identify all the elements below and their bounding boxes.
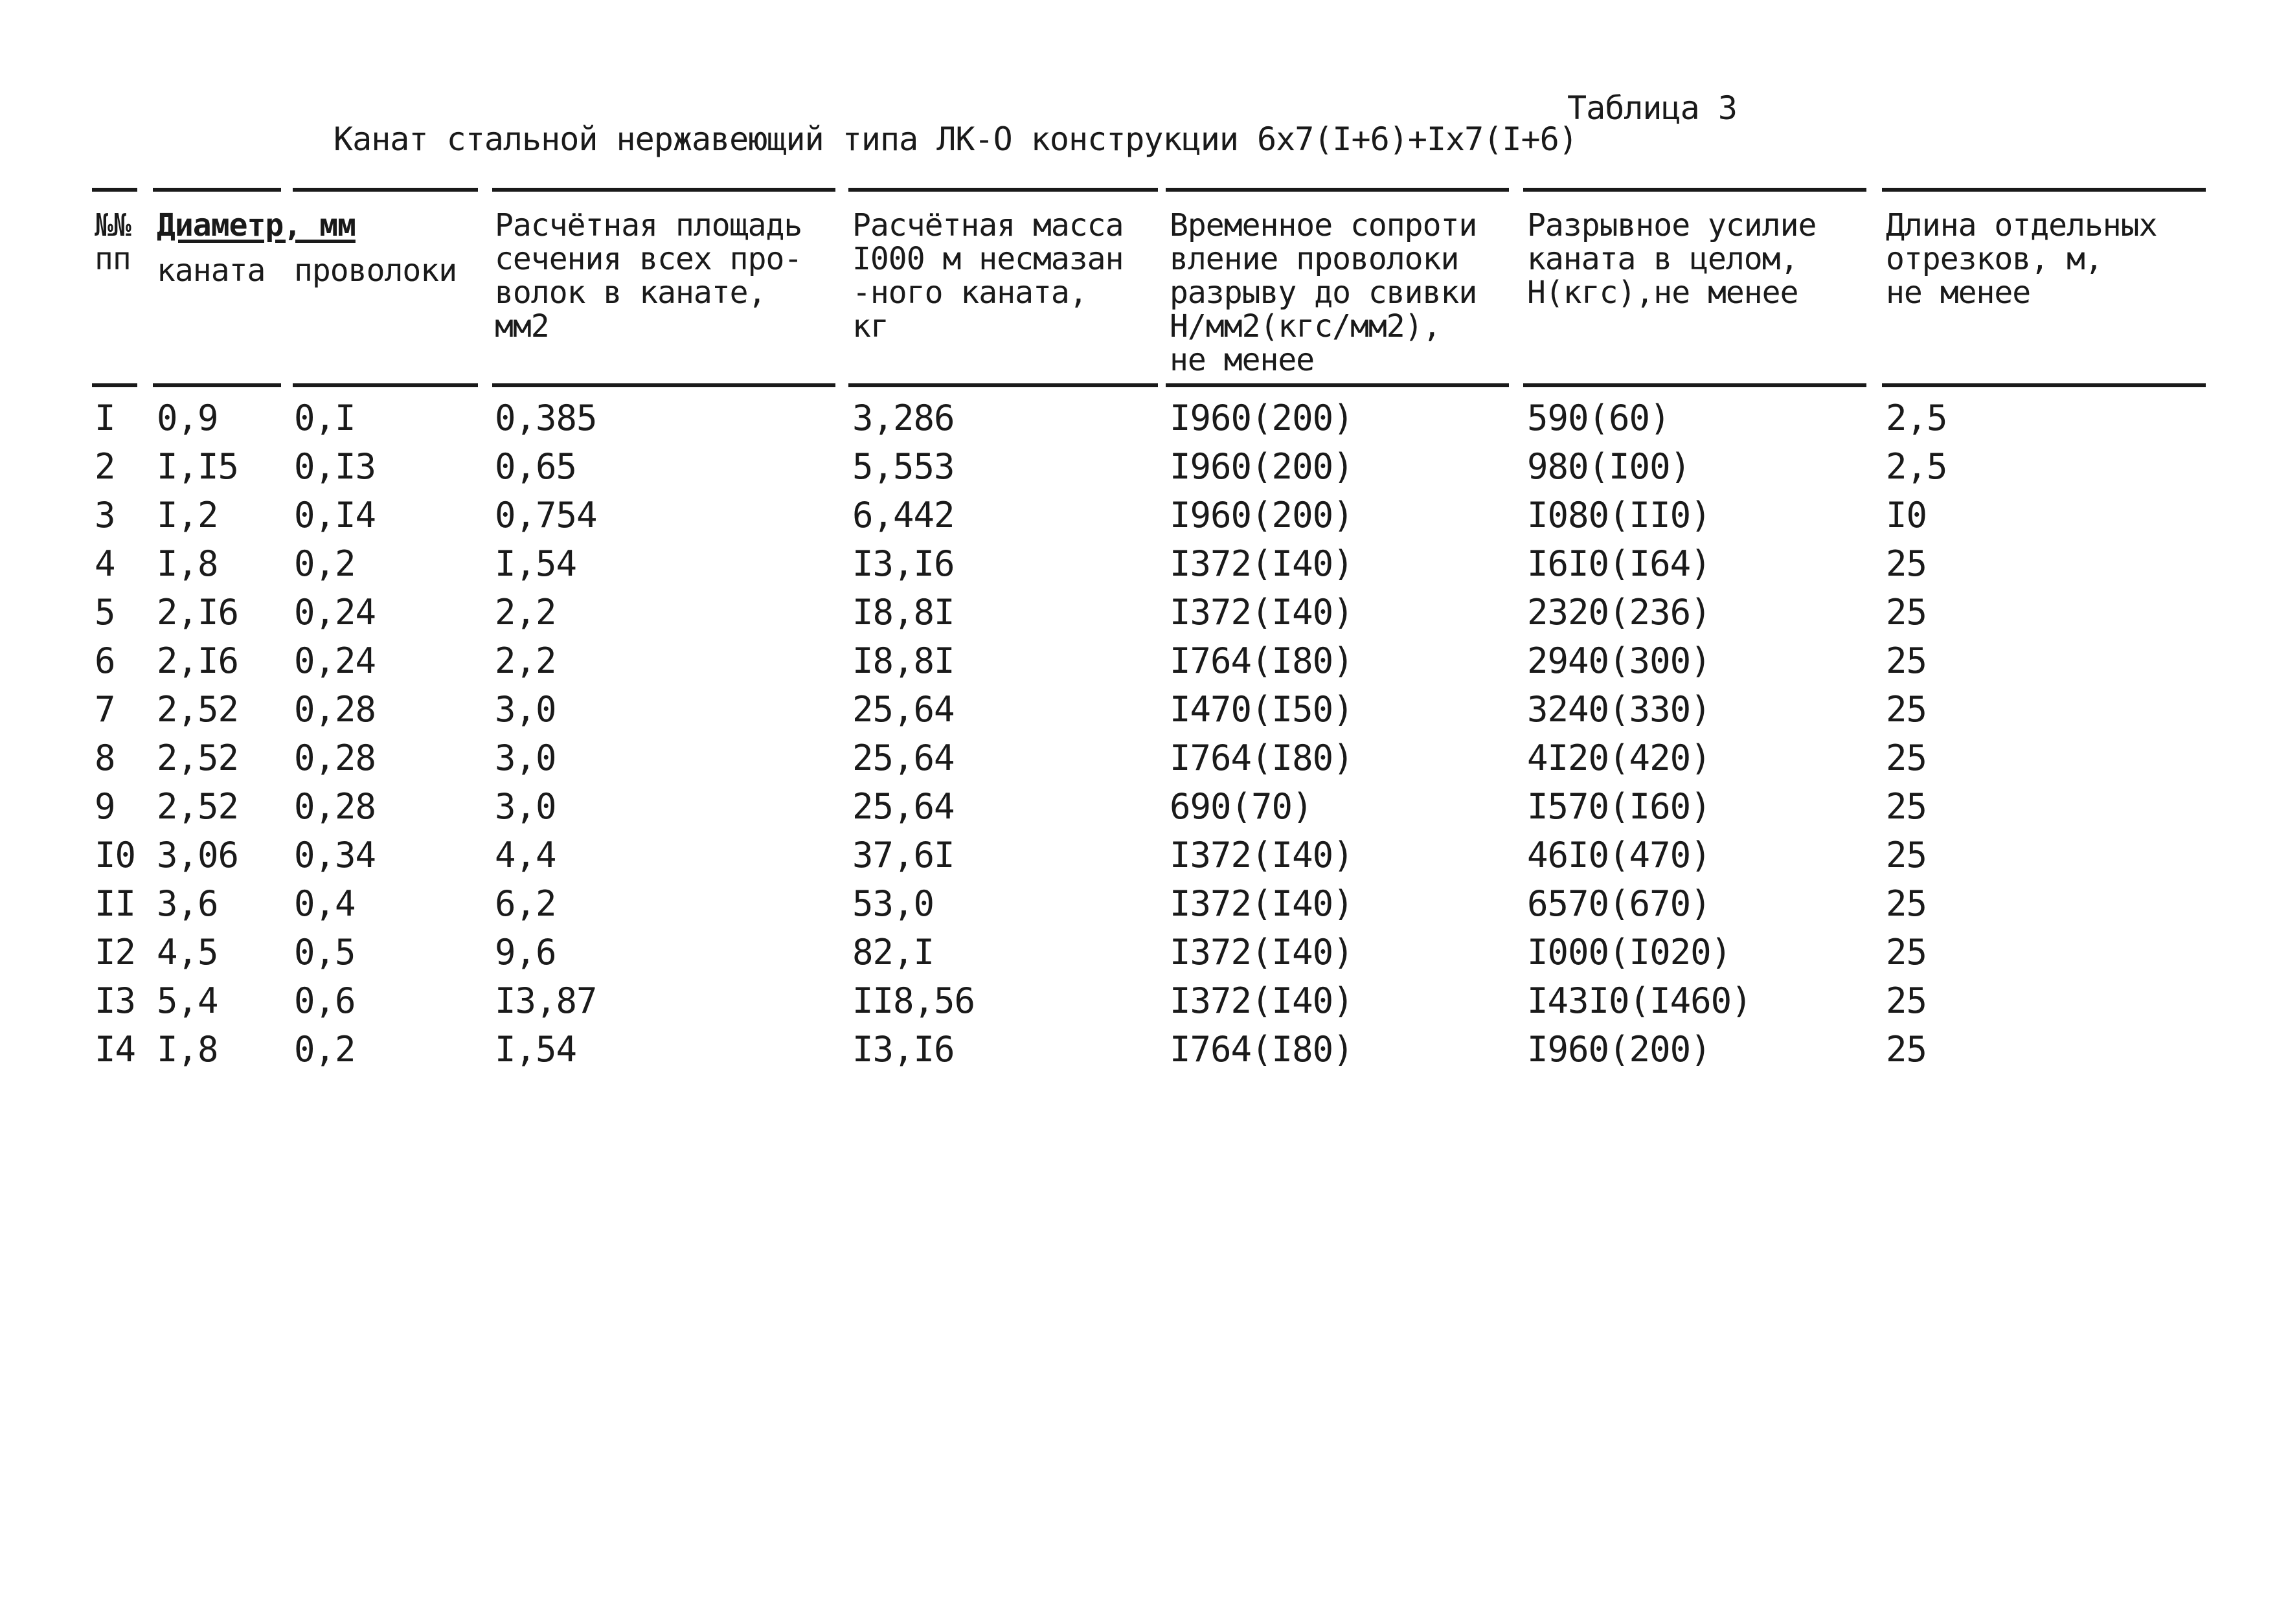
cell-mass: 3,286 [852, 398, 955, 438]
header-diameter-group: Диаметр, мм [157, 207, 356, 243]
cell-breaking: 4I20(420) [1527, 738, 1711, 778]
cell-wire-diameter: 0,4 [294, 883, 356, 924]
cell-wire-diameter: 0,6 [294, 980, 356, 1021]
cell-number: 3 [95, 495, 115, 536]
header-bottom-rule-2 [153, 383, 281, 387]
cell-strength: I960(200) [1170, 495, 1354, 536]
table-row [0, 831, 2277, 879]
cell-strength: 690(70) [1170, 786, 1313, 827]
header-top-rule-5 [848, 188, 1158, 192]
cell-breaking: I6I0(I64) [1527, 543, 1711, 584]
cell-length: 2,5 [1886, 398, 1947, 438]
cell-length: I0 [1886, 495, 1927, 536]
cell-area: 3,0 [495, 738, 556, 778]
cell-breaking: 2940(300) [1527, 640, 1711, 681]
cell-number: I0 [95, 835, 136, 875]
cell-length: 25 [1886, 738, 1927, 778]
cell-rope-diameter: 2,I6 [157, 640, 239, 681]
cell-wire-diameter: 0,2 [294, 1029, 356, 1070]
cell-number: 6 [95, 640, 115, 681]
header-top-rule-4 [492, 188, 835, 192]
cell-area: I,54 [495, 543, 577, 584]
cell-area: I3,87 [495, 980, 597, 1021]
cell-length: 25 [1886, 592, 1927, 633]
header-bottom-rule-5 [848, 383, 1158, 387]
cell-mass: II8,56 [852, 980, 975, 1021]
cell-mass: 25,64 [852, 738, 955, 778]
header-area: Расчётная площадь сечения всех про- волок в канате, мм2 [495, 207, 802, 344]
cell-wire-diameter: 0,28 [294, 786, 376, 827]
cell-length: 25 [1886, 640, 1927, 681]
cell-area: 2,2 [495, 592, 556, 633]
cell-number: 5 [95, 592, 115, 633]
cell-strength: I960(200) [1170, 398, 1354, 438]
cell-rope-diameter: 5,4 [157, 980, 218, 1021]
cell-breaking: 6570(670) [1527, 883, 1711, 924]
cell-length: 25 [1886, 786, 1927, 827]
cell-area: 4,4 [495, 835, 556, 875]
header-top-rule-1 [92, 188, 137, 192]
header-diameter-rope: каната [157, 253, 266, 289]
header-bottom-rule-3 [293, 383, 478, 387]
cell-mass: 6,442 [852, 495, 955, 536]
table-row [0, 1025, 2277, 1074]
cell-breaking: 46I0(470) [1527, 835, 1711, 875]
header-number: №№ пп [95, 207, 131, 277]
cell-area: 3,0 [495, 786, 556, 827]
cell-wire-diameter: 0,2 [294, 543, 356, 584]
cell-mass: I3,I6 [852, 1029, 955, 1070]
cell-mass: 37,6I [852, 835, 955, 875]
cell-wire-diameter: 0,28 [294, 689, 376, 730]
cell-strength: I372(I40) [1170, 543, 1354, 584]
cell-breaking: 2320(236) [1527, 592, 1711, 633]
cell-number: I4 [95, 1029, 136, 1070]
cell-breaking: I000(I020) [1527, 932, 1732, 973]
header-top-rule-6 [1166, 188, 1509, 192]
table-row [0, 491, 2277, 539]
cell-wire-diameter: 0,28 [294, 738, 376, 778]
table-row [0, 588, 2277, 637]
cell-mass: 5,553 [852, 446, 955, 487]
cell-rope-diameter: 4,5 [157, 932, 218, 973]
cell-strength: I470(I50) [1170, 689, 1354, 730]
cell-breaking: 3240(330) [1527, 689, 1711, 730]
cell-area: 0,754 [495, 495, 597, 536]
cell-length: 25 [1886, 543, 1927, 584]
header-bottom-rule-7 [1523, 383, 1866, 387]
cell-rope-diameter: 3,06 [157, 835, 239, 875]
cell-wire-diameter: 0,I [294, 398, 356, 438]
table-row [0, 879, 2277, 928]
cell-number: 2 [95, 446, 115, 487]
cell-area: 3,0 [495, 689, 556, 730]
cell-mass: I8,8I [852, 640, 955, 681]
header-diameter-wire: проволоки [294, 253, 457, 289]
cell-number: II [95, 883, 136, 924]
cell-length: 2,5 [1886, 446, 1947, 487]
cell-rope-diameter: I,I5 [157, 446, 239, 487]
cell-breaking: I080(II0) [1527, 495, 1711, 536]
header-strength: Временное сопроти вление проволоки разрыву до свивки Н/мм2(кгс/мм2), не менее [1170, 207, 1477, 378]
cell-strength: I372(I40) [1170, 932, 1354, 973]
header-breaking: Разрывное усилие каната в целом, Н(кгс),не менее [1527, 207, 1817, 311]
header-top-rule-2 [153, 188, 281, 192]
header-length: Длина отдельных отрезков, м, не менее [1886, 207, 2157, 311]
header-top-rule-8 [1882, 188, 2206, 192]
cell-mass: 25,64 [852, 689, 955, 730]
cell-rope-diameter: 2,52 [157, 786, 239, 827]
header-bottom-rule-4 [492, 383, 835, 387]
cell-strength: I764(I80) [1170, 738, 1354, 778]
cell-strength: I372(I40) [1170, 980, 1354, 1021]
header-bottom-rule-6 [1166, 383, 1509, 387]
cell-rope-diameter: 0,9 [157, 398, 218, 438]
cell-number: I [95, 398, 115, 438]
cell-length: 25 [1886, 883, 1927, 924]
table-row [0, 637, 2277, 685]
cell-strength: I764(I80) [1170, 1029, 1354, 1070]
cell-breaking: 590(60) [1527, 398, 1670, 438]
cell-mass: 82,I [852, 932, 935, 973]
cell-number: I3 [95, 980, 136, 1021]
cell-area: 9,6 [495, 932, 556, 973]
cell-strength: I960(200) [1170, 446, 1354, 487]
cell-number: 4 [95, 543, 115, 584]
cell-length: 25 [1886, 1029, 1927, 1070]
cell-mass: I8,8I [852, 592, 955, 633]
cell-wire-diameter: 0,24 [294, 592, 376, 633]
header-top-rule-3 [293, 188, 478, 192]
table-title: Канат стальной нержавеющий типа ЛК-О конструкции 6х7(I+6)+Iх7(I+6) [334, 120, 1578, 158]
header-mass: Расчётная масса I000 м несмазан -ного каната, кг [852, 207, 1124, 344]
cell-rope-diameter: 3,6 [157, 883, 218, 924]
cell-rope-diameter: 2,52 [157, 738, 239, 778]
header-bottom-rule-1 [92, 383, 137, 387]
table-label: Таблица 3 [1567, 89, 1737, 127]
table-row [0, 976, 2277, 1025]
cell-length: 25 [1886, 980, 1927, 1021]
cell-strength: I764(I80) [1170, 640, 1354, 681]
cell-rope-diameter: I,8 [157, 1029, 218, 1070]
table-row [0, 539, 2277, 588]
cell-wire-diameter: 0,5 [294, 932, 356, 973]
table-row [0, 734, 2277, 782]
cell-mass: 53,0 [852, 883, 935, 924]
cell-length: 25 [1886, 689, 1927, 730]
cell-rope-diameter: 2,I6 [157, 592, 239, 633]
cell-number: 8 [95, 738, 115, 778]
cell-area: 0,385 [495, 398, 597, 438]
cell-wire-diameter: 0,24 [294, 640, 376, 681]
cell-area: 6,2 [495, 883, 556, 924]
cell-strength: I372(I40) [1170, 835, 1354, 875]
header-top-rule-7 [1523, 188, 1866, 192]
cell-breaking: 980(I00) [1527, 446, 1691, 487]
cell-breaking: I570(I60) [1527, 786, 1711, 827]
cell-rope-diameter: I,8 [157, 543, 218, 584]
cell-area: 2,2 [495, 640, 556, 681]
cell-length: 25 [1886, 835, 1927, 875]
cell-area: I,54 [495, 1029, 577, 1070]
table-row [0, 685, 2277, 734]
cell-number: 7 [95, 689, 115, 730]
cell-wire-diameter: 0,34 [294, 835, 376, 875]
cell-wire-diameter: 0,I3 [294, 446, 376, 487]
cell-number: 9 [95, 786, 115, 827]
header-bottom-rule-8 [1882, 383, 2206, 387]
table-row [0, 442, 2277, 491]
table-row [0, 928, 2277, 976]
cell-area: 0,65 [495, 446, 577, 487]
table-row [0, 394, 2277, 442]
cell-strength: I372(I40) [1170, 883, 1354, 924]
cell-length: 25 [1886, 932, 1927, 973]
cell-rope-diameter: 2,52 [157, 689, 239, 730]
cell-wire-diameter: 0,I4 [294, 495, 376, 536]
cell-strength: I372(I40) [1170, 592, 1354, 633]
table-row [0, 782, 2277, 831]
cell-breaking: I960(200) [1527, 1029, 1711, 1070]
cell-rope-diameter: I,2 [157, 495, 218, 536]
cell-number: I2 [95, 932, 136, 973]
cell-breaking: I43I0(I460) [1527, 980, 1752, 1021]
cell-mass: 25,64 [852, 786, 955, 827]
cell-mass: I3,I6 [852, 543, 955, 584]
